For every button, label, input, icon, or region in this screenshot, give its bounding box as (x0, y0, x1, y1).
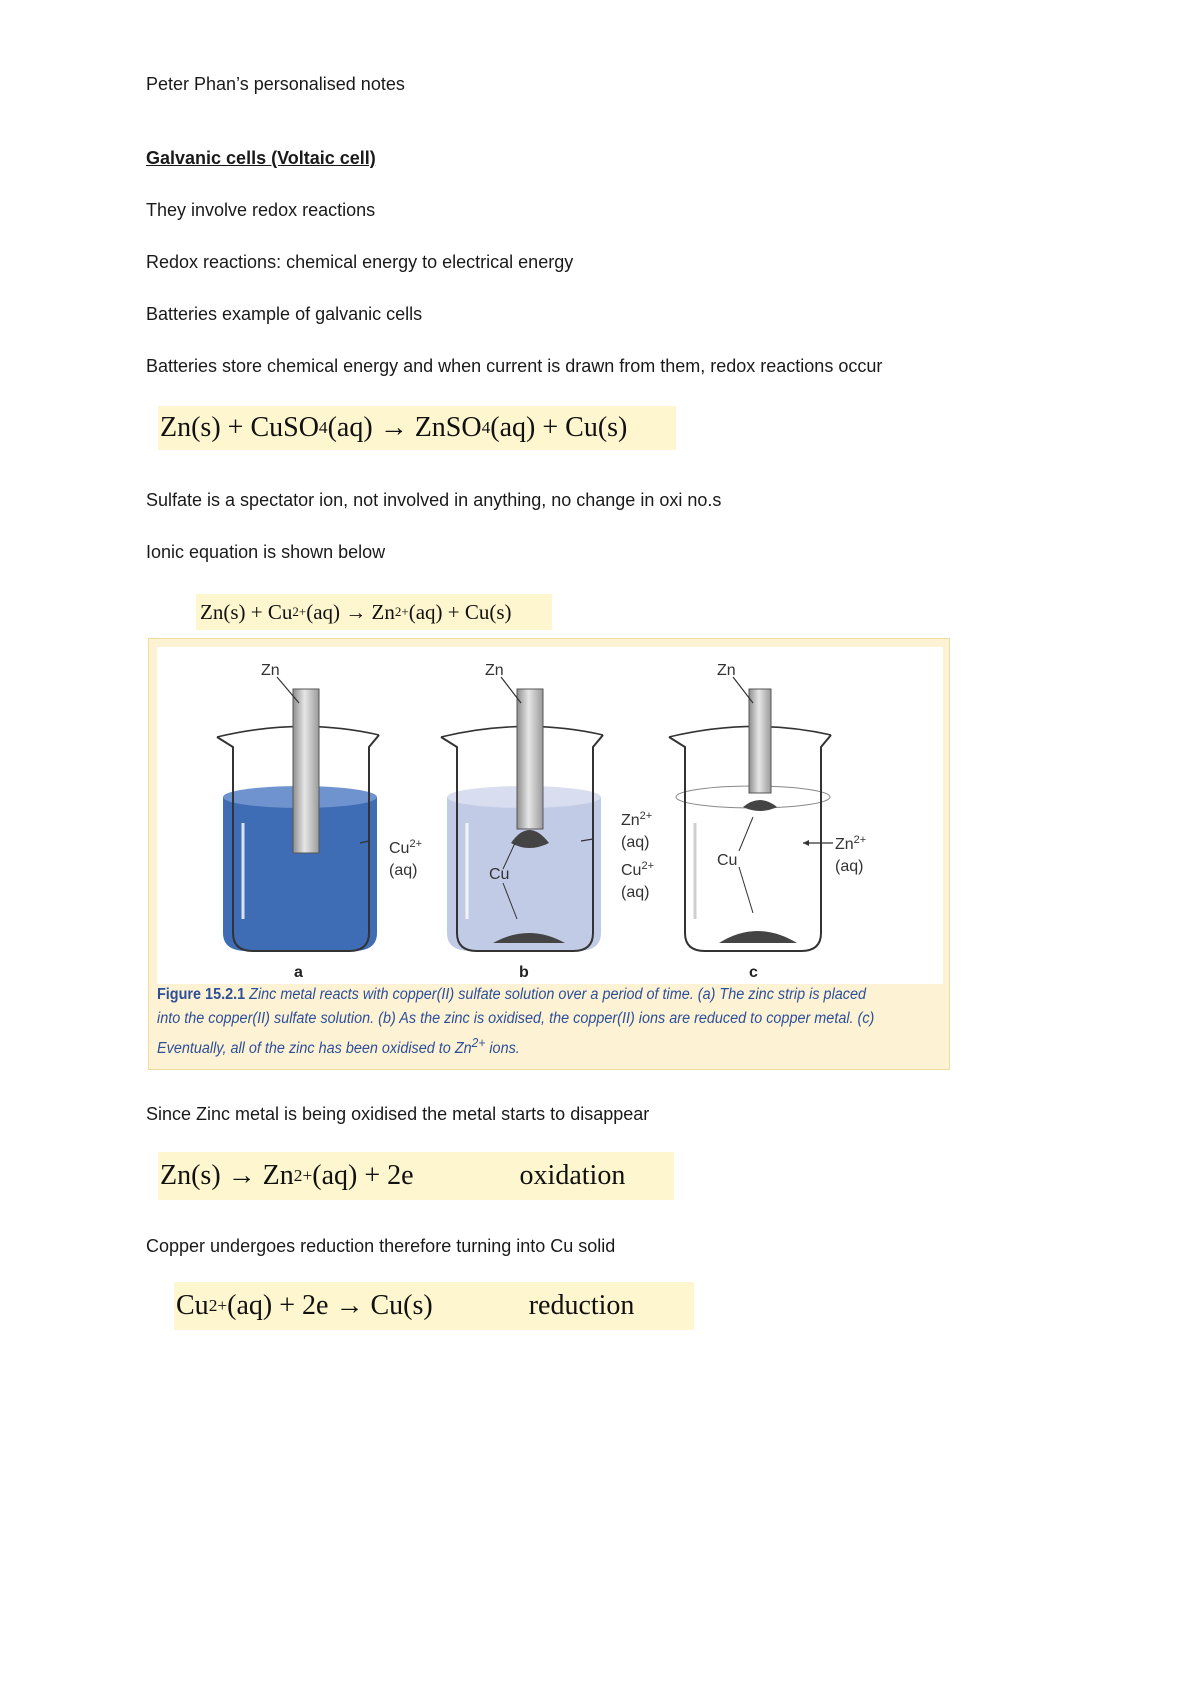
author-line: Peter Phan’s personalised notes (146, 74, 405, 94)
equation-reduction: Cu 2+ (aq) + 2e → Cu(s) reduction (174, 1282, 694, 1330)
panel-label-a: a (294, 964, 303, 981)
label-cu2-a: $Cu^{2+}$ (389, 838, 422, 857)
beaker-a (217, 677, 379, 951)
figure-number: Figure 15.2.1 (157, 986, 246, 1003)
beakers-svg (157, 647, 943, 984)
figure-zinc-copper-reaction (148, 638, 950, 1070)
label-aq-b1: (aq) (621, 834, 650, 851)
label-zn2-b: $Zn^{2+}$ (621, 810, 653, 829)
reduction-tag: reduction (528, 1290, 635, 1321)
beaker-b (441, 677, 603, 951)
label-cu-c: Cu (717, 852, 738, 869)
label-aq-c: (aq) (835, 858, 864, 875)
beaker-c (669, 677, 833, 951)
page-title: Galvanic cells (Voltaic cell) (146, 148, 376, 168)
zinc-strip-c (749, 689, 771, 793)
label-zn-b: Zn (485, 662, 504, 679)
label-aq-b2: (aq) (621, 884, 650, 901)
note-line: Redox reactions: chemical energy to electrical energy (146, 252, 574, 272)
figure-illustration (157, 647, 943, 984)
note-line: Since Zinc metal is being oxidised the metal starts to disappear (146, 1104, 650, 1124)
panel-label-b: b (519, 964, 529, 981)
label-zn-c: Zn (717, 662, 736, 679)
oxidation-tag: oxidation (519, 1160, 626, 1191)
label-cu2-b: $Cu^{2+}$ (621, 860, 654, 879)
panel-label-c: c (749, 964, 758, 981)
note-line: Batteries example of galvanic cells (146, 304, 423, 324)
label-zn2-c: $Zn^{2+}$ (835, 834, 867, 853)
zinc-strip-a (293, 689, 319, 853)
equation-oxidation: Zn(s) → Zn 2+ (aq) + 2e oxidation (158, 1152, 674, 1200)
label-aq-a: (aq) (389, 862, 418, 879)
note-line: Ionic equation is shown below (146, 542, 386, 562)
zinc-strip-b (517, 689, 543, 829)
equation-ionic: Zn(s) + Cu 2+ (aq) → Zn 2+ (aq) + Cu(s) (196, 594, 552, 630)
copper-deposit-bottom-c (719, 931, 797, 943)
label-zn-a: Zn (261, 662, 280, 679)
figure-caption: Figure 15.2.1 Zinc metal reacts with copper(II) sulfate solution over a period of time. (a) The zinc strip is placed into the copper(II) sulfate solution. (b) As the zinc is oxidised, the copper(II) ions are reduced to copper metal. (c) Eventually, all of the zinc has been oxidised to $Zn^{2+}$ ions. (157, 986, 875, 1058)
note-line: Batteries store chemical energy and when current is drawn from them, redox reactions occur (146, 356, 883, 376)
label-cu-b: Cu (489, 866, 510, 883)
note-line: They involve redox reactions (146, 200, 376, 220)
note-line: Sulfate is a spectator ion, not involved in anything, no change in oxi no.s (146, 490, 722, 510)
caption-text: Zinc metal reacts with copper(II) sulfate solution over a period of time. (a) The zinc strip is placed into the copper(II) sulfate solution. (b) As the zinc is oxidised, the copper(II) ions are reduced to copper metal. (c) Eventually, all of the zinc has been oxidised to Zn (157, 986, 875, 1058)
note-line: Copper undergoes reduction therefore turning into Cu solid (146, 1236, 616, 1256)
equation-main: Zn(s) + CuSO 4 (aq) → ZnSO 4 (aq) + Cu(s) (158, 406, 676, 450)
